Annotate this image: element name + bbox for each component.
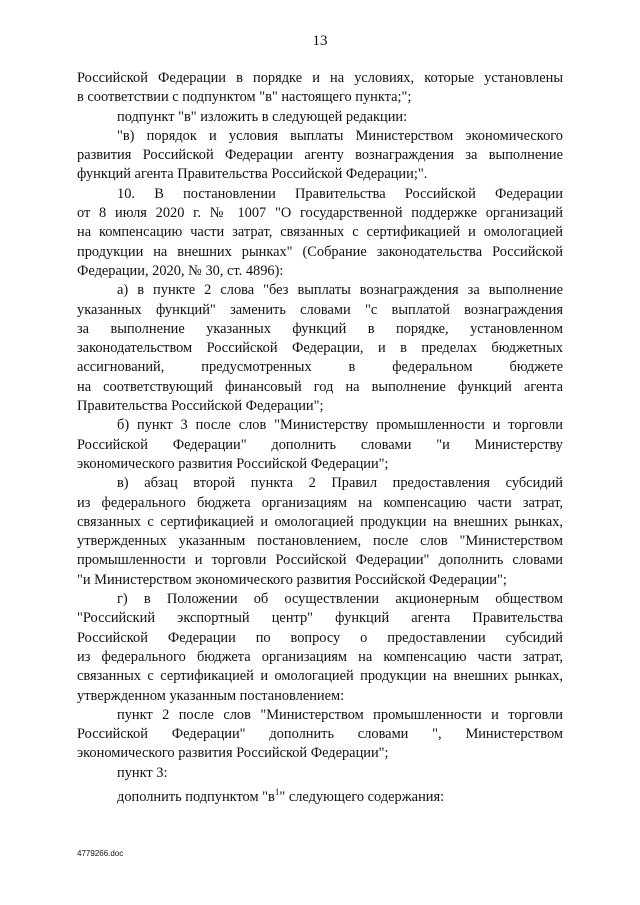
text-line: Федерации, 2020, № 30, ст. 4896): — [77, 262, 284, 279]
page-number: 13 — [312, 33, 328, 49]
text-line: развития Российской Федерации агенту вознаграждения за выполнение — [77, 147, 563, 164]
superscript: 1 — [274, 786, 280, 797]
text-line: Правительства Российской Федерации"; — [77, 398, 324, 415]
text-line: указанных функций" заменить словами "с выплатой вознаграждения — [77, 301, 563, 318]
text-line: ассигнований, предусмотренных в федеральном бюджете — [77, 359, 563, 376]
text-line: "Российский экспортный центр" функций агента Правительства — [77, 610, 563, 627]
document-filename: 4779266.doc — [77, 849, 124, 858]
text-line: от 8 июля 2020 г. № 1007 "О государственной поддержке организаций — [77, 205, 563, 222]
text-line: связанных с сертификацией и омологацией продукции на внешних рынках, — [77, 668, 563, 685]
text-line: продукции на внешних рынках" (Собрание законодательства Российской — [77, 243, 563, 260]
text-line: "и Министерством экономического развития Российской Федерации"; — [77, 571, 507, 588]
text-line: за выполнение указанных функций в порядке, установленном — [77, 320, 563, 337]
text-line — [77, 783, 563, 807]
text-line: промышленности и торговли Российской Федерации" дополнить словами — [77, 552, 563, 569]
text-line: Российской Федерации" дополнить словами "и Министерству — [77, 436, 563, 453]
text-line: а) в пункте 2 слова "без выплаты вознаграждения за выполнение — [117, 282, 563, 299]
text-line: на компенсацию части затрат, связанных с сертификацией и омологацией — [77, 224, 563, 241]
text-line: пункт 3: — [117, 764, 168, 781]
text-line: б) пункт 3 после слов "Министерству промышленности и торговли — [117, 417, 563, 434]
text-line: законодательством Российской Федерации, и в пределах бюджетных — [77, 340, 563, 357]
text-line: связанных с сертификацией и омологацией продукции на внешних рынках, — [77, 513, 563, 530]
text-line: подпункт "в" изложить в следующей редакции: — [117, 108, 408, 125]
text-fragment: дополнить подпунктом "в — [117, 788, 275, 805]
amendment-text — [77, 69, 563, 783]
text-line: г) в Положении об осуществлении акционерным обществом — [117, 591, 563, 608]
text-line: утвержденном указанным постановлением: — [77, 687, 345, 704]
text-line: Российской Федерации" дополнить словами ", Министерством — [77, 726, 563, 743]
text-line: из федерального бюджета организациям на компенсацию части затрат, — [77, 494, 563, 511]
text-line: в соответствии с подпунктом "в" настоящего пункта;"; — [77, 89, 412, 106]
text-line: функций агента Правительства Российской Федерации;". — [77, 166, 428, 183]
text-line: Российской Федерации по вопросу о предоставлении субсидий — [77, 629, 563, 646]
text-line: пункт 2 после слов "Министерством промышленности и торговли — [117, 706, 563, 723]
text-line: на соответствующий финансовый год на выполнение функций агента — [77, 378, 563, 395]
text-line: экономического развития Российской Федерации"; — [77, 455, 389, 472]
text-line: 10. В постановлении Правительства Российской Федерации — [117, 185, 563, 202]
text-line: Российской Федерации в порядке и на условиях, которые установлены — [77, 70, 563, 86]
document-body — [77, 69, 563, 807]
text-line: утвержденных указанным постановлением, после слов "Министерством — [77, 533, 563, 550]
text-line: в) абзац второй пункта 2 Правил предоставления субсидий — [117, 475, 563, 492]
text-line: экономического развития Российской Федерации"; — [77, 745, 389, 762]
text-fragment: " следующего содержания: — [279, 788, 445, 805]
text-line: из федерального бюджета организациям на компенсацию части затрат, — [77, 648, 563, 665]
text-line: "в) порядок и условия выплаты Министерством экономического — [117, 127, 563, 144]
